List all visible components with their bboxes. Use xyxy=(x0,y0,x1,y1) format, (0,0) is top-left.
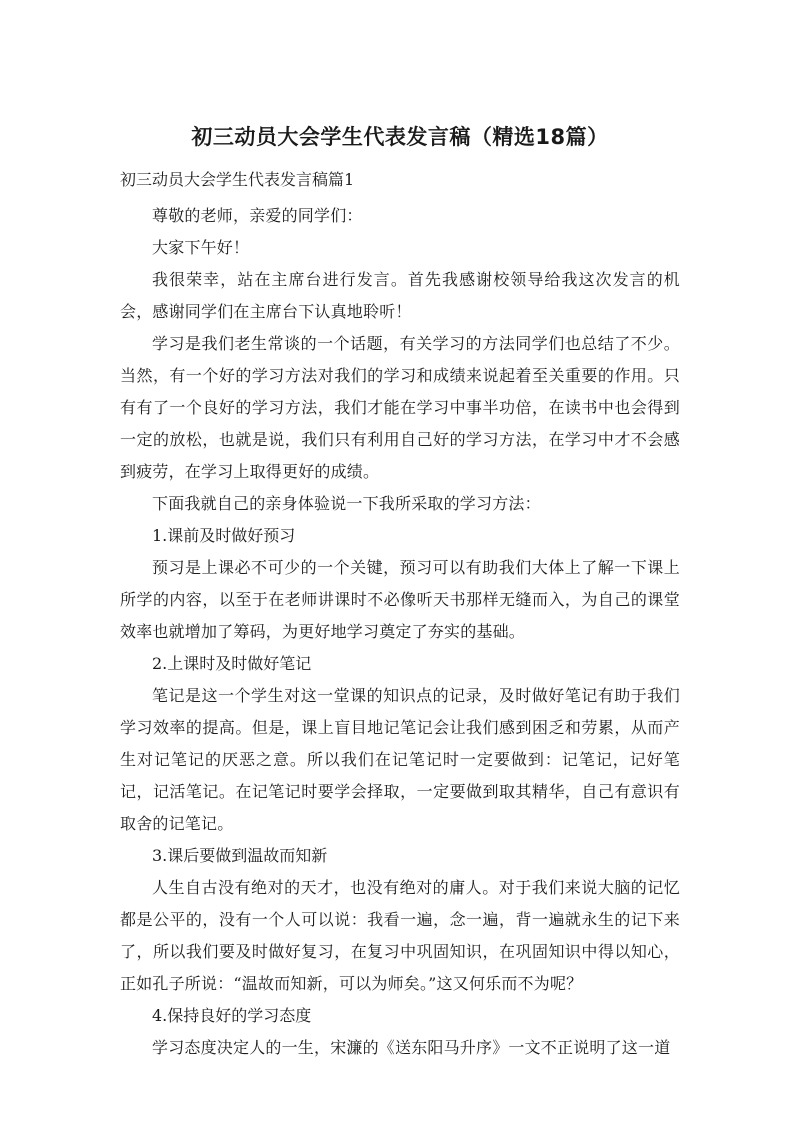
paragraph: 预习是上课必不可少的一个关键，预习可以有助我们大体上了解一下课上所学的内容，以至于在老师讲课时不必像听天书那样无缝而入，为自己的课堂效率也就增加了筹码，为更好地学习奠定了夯实的基础。 xyxy=(120,558,680,641)
section-title: 初三动员大会学生代表发言稿篇1 xyxy=(120,170,355,189)
paragraph: 下面我就自己的亲身体验说一下我所采取的学习方法： xyxy=(152,494,541,513)
document-body xyxy=(120,200,680,1064)
paragraph: 学习态度决定人的一生，宋濂的《送东阳马升序》一文不正说明了这一道 xyxy=(152,1038,671,1057)
paragraph: 人生自古没有绝对的天才，也没有绝对的庸人。对于我们来说大脑的记忆都是公平的，没有一个人可以说：我看一遍，念一遍，背一遍就永生的记下来了，所以我们要及时做好复习，在复习中巩固知识，在巩固知识中得以知心，正如孔子所说：“温故而知新，可以为师矣。”这又何乐而不为呢？ xyxy=(120,878,680,993)
paragraph: 我很荣幸，站在主席台进行发言。首先我感谢校领导给我这次发言的机会，感谢同学们在主席台下认真地聆听！ xyxy=(120,270,680,321)
paragraph: 大家下午好！ xyxy=(152,238,250,257)
paragraph: 学习是我们老生常谈的一个话题，有关学习的方法同学们也总结了不少。当然，有一个好的学习方法对我们的学习和成绩来说起着至关重要的作用。只有有了一个良好的学习方法，我们才能在学习中事半功倍，在读书中也会得到一定的放松，也就是说，我们只有利用自己好的学习方法，在学习中才不会感到疲劳，在学习上取得更好的成绩。 xyxy=(120,334,680,481)
subheading: 1.课前及时做好预习 xyxy=(152,526,296,545)
paragraph: 笔记是这一个学生对这一堂课的知识点的记录，及时做好笔记有助于我们学习效率的提高。但是，课上盲目地记笔记会让我们感到困乏和劳累，从而产生对记笔记的厌恶之意。所以我们在记笔记时一定要做到：记笔记，记好笔记，记活笔记。在记笔记时要学会择取，一定要做到取其精华，自己有意识有取舍的记笔记。 xyxy=(120,686,680,833)
document-title: 初三动员大会学生代表发言稿（精选18篇） xyxy=(191,125,609,149)
paragraph: 尊敬的老师，亲爱的同学们： xyxy=(152,206,363,225)
subheading: 3.课后要做到温故而知新 xyxy=(152,846,328,865)
subheading: 2.上课时及时做好笔记 xyxy=(152,654,312,673)
subheading: 4.保持良好的学习态度 xyxy=(152,1006,312,1025)
